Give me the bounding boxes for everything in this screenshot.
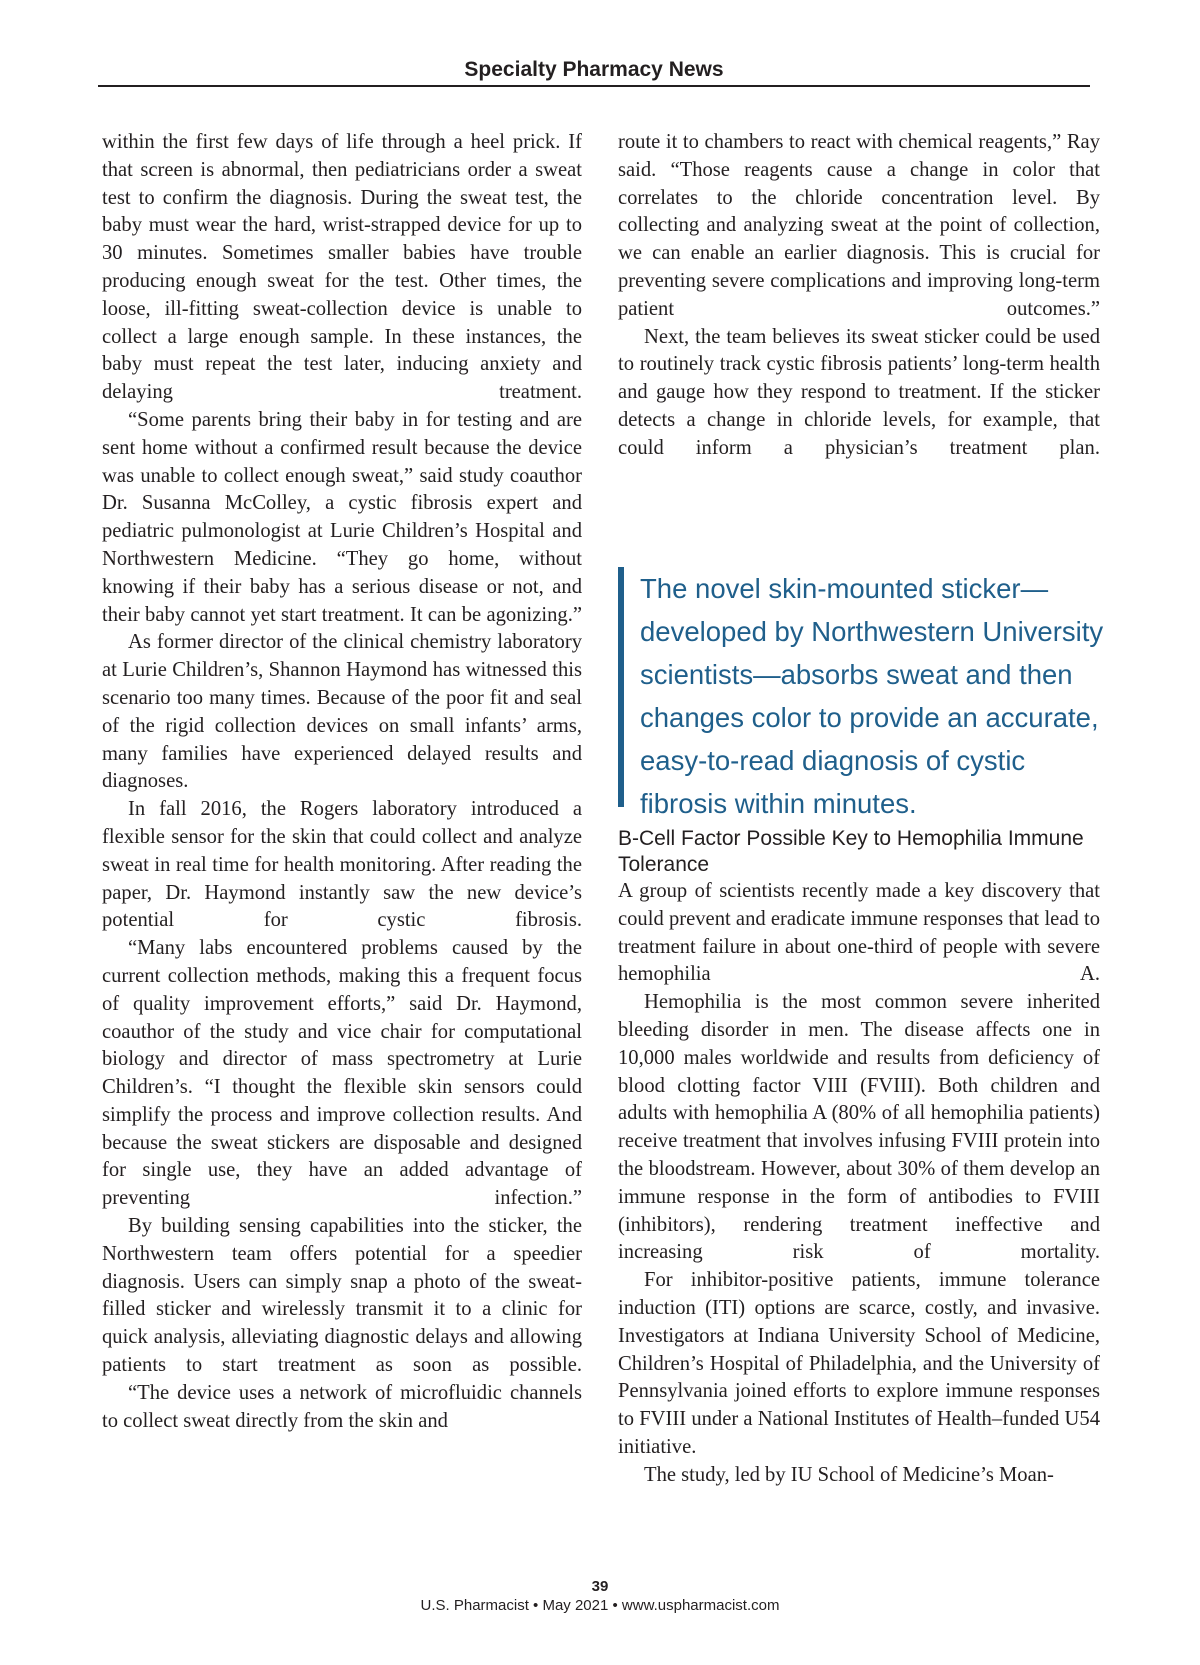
article-paragraph: As former director of the clinical chemistry laboratory at Lurie Children’s, Shannon Haymond has witnessed this scenario too many times. Because of the poor fit and seal of the rigid collection devices on small infants’ arms, many families have experienced delayed results and diagnoses. xyxy=(102,631,582,793)
left-column xyxy=(102,129,582,1435)
right-column-bottom xyxy=(618,826,1100,1490)
pull-quote-text: The novel skin-mounted sticker—developed by Northwestern University scientists—absorbs sweat and then changes color to provide an accurate, easy-to-read diagnosis of cystic fibrosis within minutes. xyxy=(640,573,1104,819)
article-paragraph: “Many labs encountered problems caused by the current collection methods, making this a frequent focus of quality improvement efforts,” said Dr. Haymond, coauthor of the study and vice chair for computational biology and director of mass spectrometry at Lurie Children’s. “I thought the flexible skin sensors could simplify the process and improve collection results. And because the sweat stickers are disposable and designed for single use, they have an added advantage of preventing infection.” xyxy=(102,937,582,1210)
header-title: Specialty Pharmacy News xyxy=(464,58,724,81)
pull-quote xyxy=(618,567,1104,819)
article-paragraph: The study, led by IU School of Medicine’s Moan- xyxy=(644,1463,1054,1486)
article-paragraph: “Some parents bring their baby in for testing and are sent home without a confirmed result because the device was unable to collect enough sweat,” said study coauthor Dr. Susanna McColley, a cystic fibrosis expert and pediatric pulmonologist at Lurie Children’s Hospital and Northwestern Medicine. “They go home, without knowing if their baby has a serious disease or not, and their baby cannot yet start treatment. It can be agonizing.” xyxy=(102,408,582,626)
article-paragraph: Hemophilia is the most common severe inherited bleeding disorder in men. The disease affects one in 10,000 males worldwide and results from deficiency of blood clotting factor VIII (FVIII). Both children and adults with hemophilia A (80% of all hemophilia patients) receive treatment that involves infusing FVIII protein into the bloodstream. However, about 30% of them develop an immune response in the form of antibodies to FVIII (inhibitors), rendering treatment ineffective and increasing risk of mortality. xyxy=(618,991,1100,1264)
article-paragraph: “The device uses a network of microfluidic channels to collect sweat directly from the skin and xyxy=(102,1381,582,1432)
page-number: 39 xyxy=(591,1578,609,1595)
right-column-top xyxy=(618,129,1100,463)
publication-line: U.S. Pharmacist • May 2021 • www.uspharmacist.com xyxy=(420,1597,780,1614)
page-footer xyxy=(0,1578,1200,1615)
section-heading: B-Cell Factor Possible Key to Hemophilia Immune Tolerance xyxy=(618,827,1084,876)
article-paragraph: within the first few days of life through a heel prick. If that screen is abnormal, then pediatricians order a sweat test to confirm the diagnosis. During the sweat test, the baby must wear the hard, wrist-strapped device for up to 30 minutes. Sometimes smaller babies have trouble producing enough sweat for the test. Other times, the loose, ill-fitting sweat-collection device is unable to collect a large enough sample. In these instances, the baby must repeat the test later, inducing anxiety and delaying treatment. xyxy=(102,131,582,404)
article-paragraph: By building sensing capabilities into the sticker, the Northwestern team offers potential for a speedier diagnosis. Users can simply snap a photo of the sweat-filled sticker and wirelessly transmit it to a clinic for quick analysis, alleviating diagnostic delays and allowing patients to start treatment as soon as possible. xyxy=(102,1215,582,1377)
article-paragraph: In fall 2016, the Rogers laboratory introduced a flexible sensor for the skin that could collect and analyze sweat in real time for health monitoring. After reading the paper, Dr. Haymond instantly saw the new device’s potential for cystic fibrosis. xyxy=(102,798,582,932)
article-paragraph: Next, the team believes its sweat sticker could be used to routinely track cystic fibrosis patients’ long-term health and gauge how they respond to treatment. If the sticker detects a change in chloride levels, for example, that could inform a physician’s treatment plan. xyxy=(618,325,1100,459)
article-paragraph: For inhibitor-positive patients, immune tolerance induction (ITI) options are scarce, costly, and invasive. Investigators at Indiana University School of Medicine, Children’s Hospital of Philadelphia, and the University of Pennsylvania joined efforts to explore immune responses to FVIII under a National Institutes of Health–funded U54 initiative. xyxy=(618,1269,1100,1458)
running-header xyxy=(98,57,1090,87)
article-paragraph: route it to chambers to react with chemical reagents,” Ray said. “Those reagents cause a change in color that correlates to the chloride concentration level. By collecting and analyzing sweat at the point of collection, we can enable an earlier diagnosis. This is crucial for preventing severe complications and improving long-term patient outcomes.” xyxy=(618,131,1100,320)
article-paragraph: A group of scientists recently made a key discovery that could prevent and eradicate immune responses that lead to treatment failure in about one-third of people with severe hemophilia A. xyxy=(618,880,1100,986)
